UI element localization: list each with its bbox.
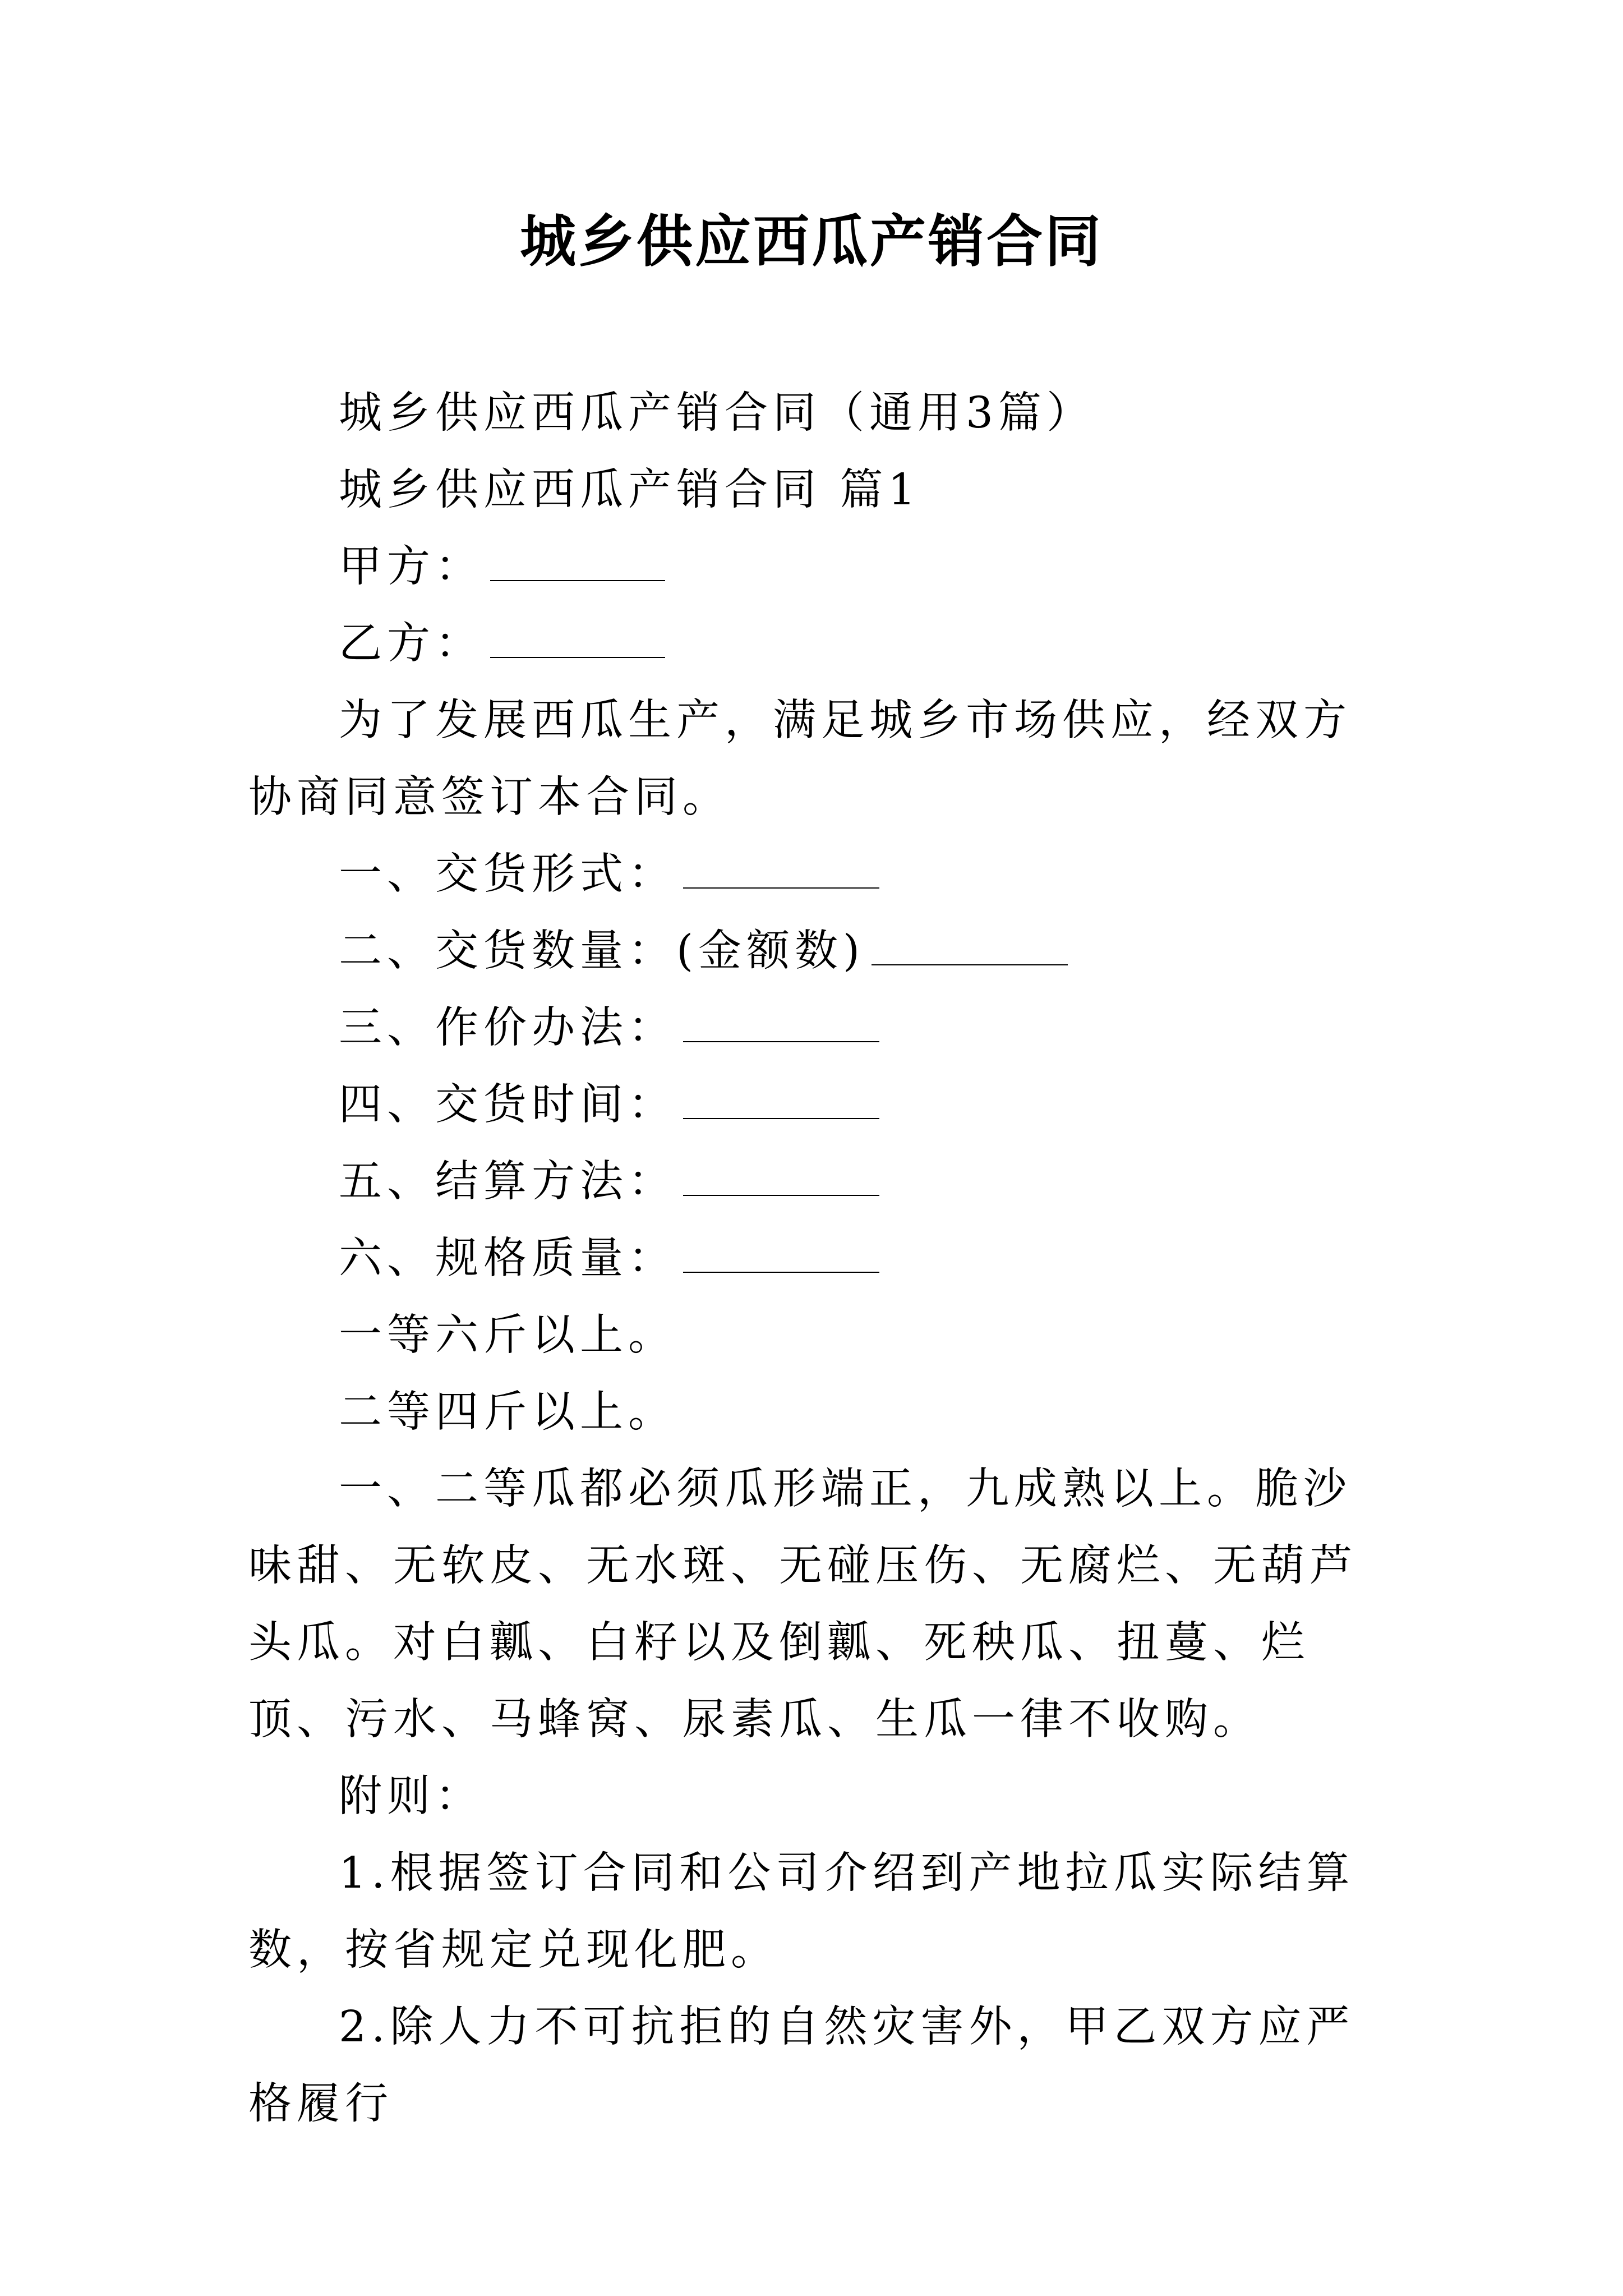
paragraph-text: 附则： — [339, 1772, 483, 1821]
paragraph-text: 二等四斤以上。 — [339, 1387, 676, 1437]
fill-in-blank — [683, 1194, 879, 1196]
paragraph — [248, 1989, 1393, 2142]
paragraph-text: 甲方： — [339, 542, 483, 592]
paragraph — [248, 1451, 1393, 1758]
paragraph-text: 一等六斤以上。 — [339, 1310, 676, 1360]
party-b-line — [248, 605, 1393, 682]
clause-delivery-form — [248, 836, 1393, 913]
fill-in-blank — [683, 1271, 879, 1273]
paragraph — [248, 1374, 1393, 1451]
party-a-line — [248, 528, 1393, 605]
fill-in-blank — [490, 656, 665, 658]
clause-settlement-method — [248, 1143, 1393, 1220]
paragraph-text: 1.根据签订合同和公司介绍到产地拉瓜实际结算数，按省规定兑现化肥。 — [248, 1848, 1355, 1975]
paragraph-text: 一、二等瓜都必须瓜形端正，九成熟以上。脆沙味甜、无软皮、无水斑、无碰压伤、无腐烂、无葫芦头瓜。对白瓤、白籽以及倒瓤、死秧瓜、扭蔓、烂顶、污水、马蜂窝、尿素瓜、生瓜一律不收购。 — [248, 1464, 1358, 1745]
paragraph-text: 城乡供应西瓜产销合同 篇1 — [339, 465, 921, 515]
paragraph-text: 乙方： — [339, 619, 483, 669]
fill-in-blank — [683, 1040, 879, 1042]
fill-in-blank — [683, 1117, 879, 1119]
paragraph-text: 四、交货时间： — [339, 1080, 676, 1130]
paragraph — [248, 452, 1393, 528]
paragraph-text: 为了发展西瓜生产，满足城乡市场供应，经双方协商同意签订本合同。 — [248, 696, 1352, 822]
paragraph-text: 五、结算方法： — [339, 1157, 676, 1207]
paragraph — [248, 1297, 1393, 1374]
fill-in-blank — [872, 963, 1068, 965]
clause-specification-quality — [248, 1220, 1393, 1297]
paragraph-text: 六、规格质量： — [339, 1234, 676, 1283]
fill-in-blank — [490, 579, 665, 581]
document-body — [248, 375, 1393, 2142]
paragraph — [248, 1835, 1393, 1989]
fill-in-blank — [683, 886, 879, 889]
document-title: 城乡供应西瓜产销合同 — [520, 208, 1103, 274]
paragraph-text: 城乡供应西瓜产销合同（通用3篇） — [339, 388, 1095, 438]
clause-delivery-time — [248, 1066, 1393, 1143]
paragraph-text: 二、交货数量：(金额数) — [339, 926, 865, 976]
paragraph — [248, 1758, 1393, 1835]
paragraph — [248, 375, 1393, 452]
paragraph-text: 一、交货形式： — [339, 849, 676, 899]
clause-pricing-method — [248, 990, 1393, 1066]
paragraph-text: 2.除人力不可抗拒的自然灾害外，甲乙双方应严格履行 — [248, 2002, 1355, 2129]
paragraph-text: 三、作价办法： — [339, 1003, 676, 1053]
clause-delivery-quantity — [248, 913, 1393, 990]
paragraph — [248, 682, 1393, 836]
